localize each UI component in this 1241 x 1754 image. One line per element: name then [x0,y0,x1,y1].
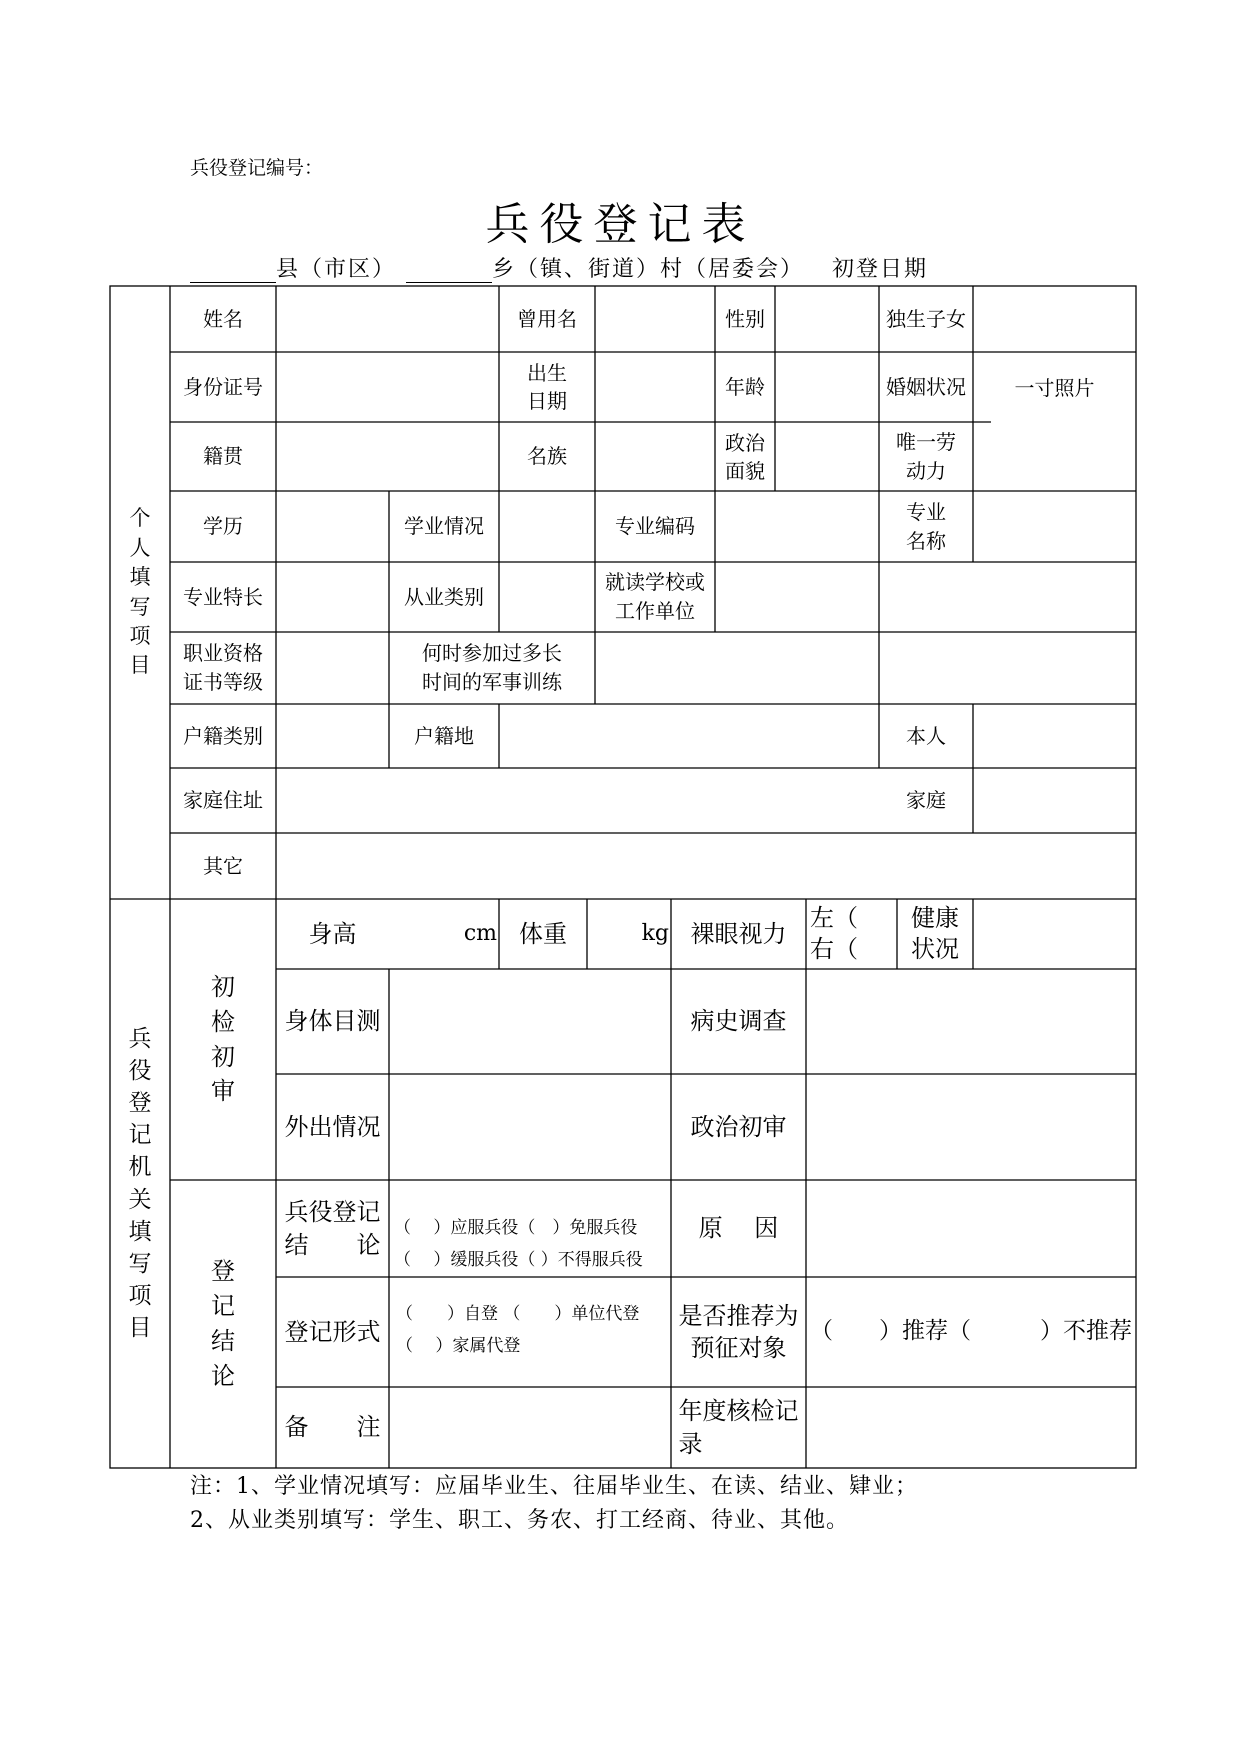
label-sole-labor [879,422,973,491]
form-title: 兵役登记表 [485,199,756,250]
registration-number-label: 兵役登记编号： [190,157,324,179]
label-only-child: 独生子女 [886,306,966,331]
conclusion-options[interactable] [394,1212,643,1276]
label-native-place: 籍贯 [203,444,243,468]
township-label: 乡（镇、街道）村（居委会） [492,257,805,282]
first-date-label: 初登日期 [832,257,929,282]
label-specialty: 专业特长 [183,584,263,609]
label-political-status-text: 政治面貌 [725,430,765,483]
label-recommend [671,1277,806,1387]
label-other: 其它 [203,853,243,878]
section-conclusion [170,1180,276,1468]
label-reg-conclusion [276,1180,389,1277]
recommend-options[interactable]: （ ）推荐（ ）不推荐 [810,1318,1132,1345]
reg-form-options[interactable] [396,1298,639,1362]
label-id-number: 身份证号 [183,374,263,399]
section-initial-check-label: 初检初审 [211,972,235,1106]
section-personal [110,286,170,899]
label-birth-date-text: 出生日期 [527,361,567,413]
reg-form-option-line2[interactable]: （ ）家属代登 [396,1336,521,1356]
footnote-1: 注：1、学业情况填写：应届毕业生、往届毕业生、在读、结业、肄业； [190,1474,918,1499]
label-annual-check-text: 年度核检记 录 [678,1397,847,1458]
label-medical-history: 病史调查 [690,1007,787,1036]
label-major-name-text: 专业名称 [906,499,946,553]
label-weight: 体重 [519,919,567,948]
label-age: 年龄 [725,374,765,399]
label-vision: 裸眼视力 [690,919,787,948]
label-education: 学历 [203,514,243,538]
section-agency-label: 兵役登记机关填写项目 [128,1025,152,1342]
label-political-review: 政治初审 [690,1112,787,1141]
label-major-name [879,491,973,562]
conclusion-option-line2[interactable]: （ ）缓服兵役（ ）不得服兵役 [394,1250,643,1270]
label-major-code: 专业编码 [615,514,695,538]
label-marital-status: 婚姻状况 [886,374,966,399]
label-remark: 备 注 [284,1413,381,1442]
label-visual-exam: 身体目测 [284,1007,381,1036]
label-study-status: 学业情况 [404,514,484,538]
reg-form-option-line1[interactable]: （ ）自登 （ ）单位代登 [396,1304,640,1324]
section-initial-check [170,899,276,1180]
label-home-address: 家庭住址 [183,788,263,812]
label-reason: 原 因 [698,1214,779,1243]
unit-kg: kg [641,921,669,947]
vision-right-label: 右（ [810,935,858,963]
label-occupation: 从业类别 [404,584,484,609]
photo-placeholder[interactable]: 一寸照片 [1014,376,1095,400]
label-annual-check [671,1387,847,1468]
label-name: 姓名 [203,306,243,331]
footnote-2: 2、从业类别填写：学生、职工、务农、打工经商、待业、其他。 [190,1508,849,1533]
label-hukou-place: 户籍地 [414,723,474,748]
label-height: 身高 [308,919,357,948]
vision-left-right[interactable] [806,899,897,969]
conclusion-option-line1[interactable]: （ ）应服兵役（ ）免服兵役 [394,1218,638,1238]
section-conclusion-label: 登记结论 [211,1257,235,1390]
label-military-training [389,632,595,704]
label-self-phone: 本人 [906,723,946,748]
label-military-training-text: 何时参加过多长时间的军事训练 [422,641,562,694]
label-health [897,899,973,969]
label-political-status [715,422,775,491]
label-family-phone: 家庭 [906,788,946,812]
label-health-text: 健康状况 [911,903,959,963]
label-recommend-text: 是否推荐为预征对象 [678,1301,799,1362]
unit-cm: cm [463,921,497,947]
label-birth-date [499,352,595,422]
label-certificate-text: 职业资格证书等级 [183,641,263,694]
label-sole-labor-text: 唯一劳动力 [896,429,956,483]
footnotes [190,1470,918,1538]
label-certificate [170,632,276,704]
label-school-work-text: 就读学校或工作单位 [605,570,705,623]
vision-left-label: 左（ [810,903,858,932]
label-outing: 外出情况 [284,1112,381,1141]
label-reg-form: 登记形式 [284,1317,381,1346]
section-personal-label: 个人填写项目 [129,506,151,678]
label-ethnicity: 名族 [527,444,567,468]
section-agency [110,899,170,1468]
label-school-work [595,562,715,632]
label-gender: 性别 [725,306,765,331]
label-reg-conclusion-text: 兵役登记结论 [284,1198,381,1259]
label-former-name: 曾用名 [517,306,577,331]
label-hukou-type: 户籍类别 [183,723,263,748]
county-label: 县（市区） [276,257,397,282]
